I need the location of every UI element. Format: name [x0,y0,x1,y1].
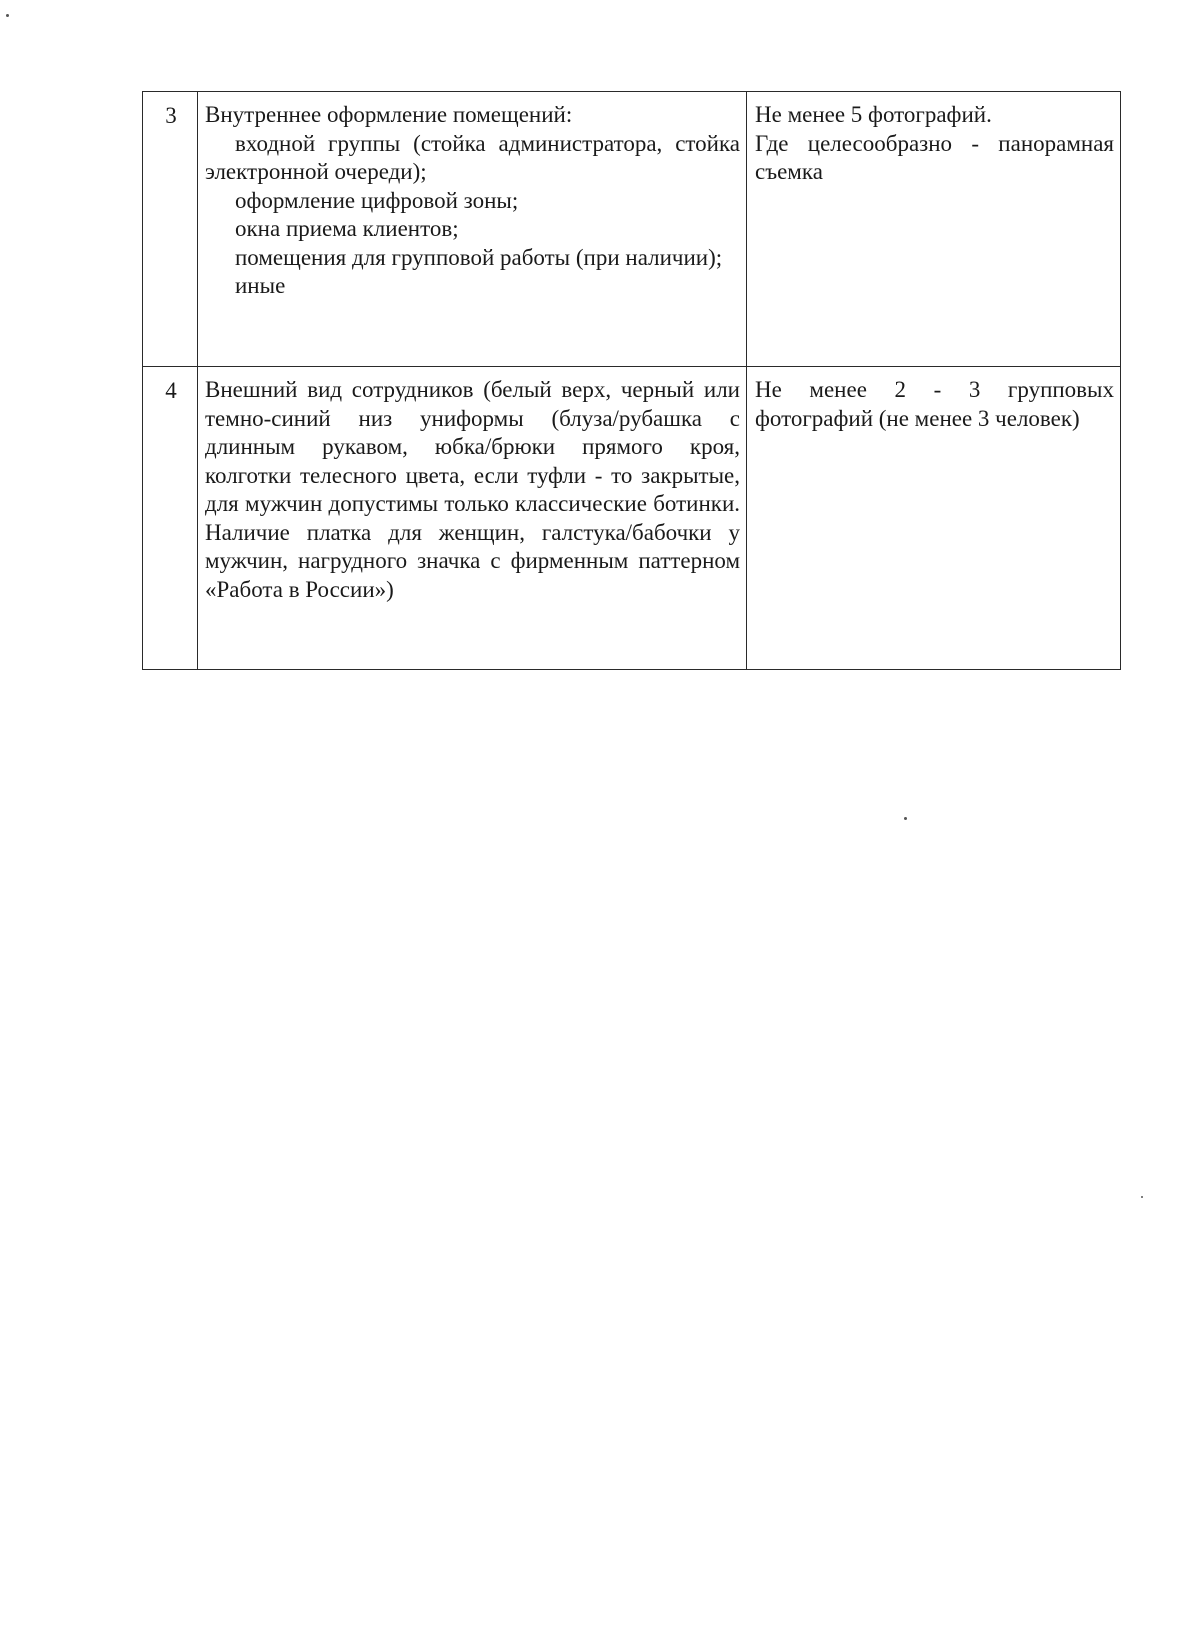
scan-speck [6,14,9,17]
requirement-cell [747,92,1121,367]
description-item: входной группы (стойка администратора, стойка электронной очереди); [205,130,740,184]
description-item: оформление цифровой зоны; [235,187,519,213]
row-number-cell [143,92,198,367]
requirement-text: Не менее 5 фотографий. [755,102,992,127]
row-number-cell [143,367,198,670]
row-number: 3 [165,103,177,128]
description-title: Внутреннее оформление помещений: [205,102,573,127]
requirement-text: Не менее 2 - 3 групповых фотографий (не менее 3 человек) [755,377,1114,431]
description-item: помещения для групповой работы (при наличии); [235,244,723,270]
requirement-cell [747,367,1121,670]
scan-speck [1141,1196,1143,1198]
scan-speck [904,817,907,820]
row-number: 4 [165,378,177,403]
description-cell [198,92,747,367]
table-row [143,367,1121,670]
requirement-text: Где целесообразно - панорамная съемка [755,130,1114,184]
table-row [143,92,1121,367]
requirements-table [142,91,1121,670]
description-item: окна приема клиентов; [235,216,459,241]
description-cell [198,367,747,670]
description-text: Внешний вид сотрудников (белый верх, черный или темно-синий низ униформы (блуза/рубашка с длинным рукавом, юбка/брюки прямого кроя, колготки телесного цвета, если туфли - то закрытые, для мужчин допустимы только классические ботинки. Наличие платка для женщин, галстука/бабочки у мужчин, нагрудного значка с фирменным паттерном «Работа в России») [205,377,740,602]
description-item: иные [235,273,286,298]
